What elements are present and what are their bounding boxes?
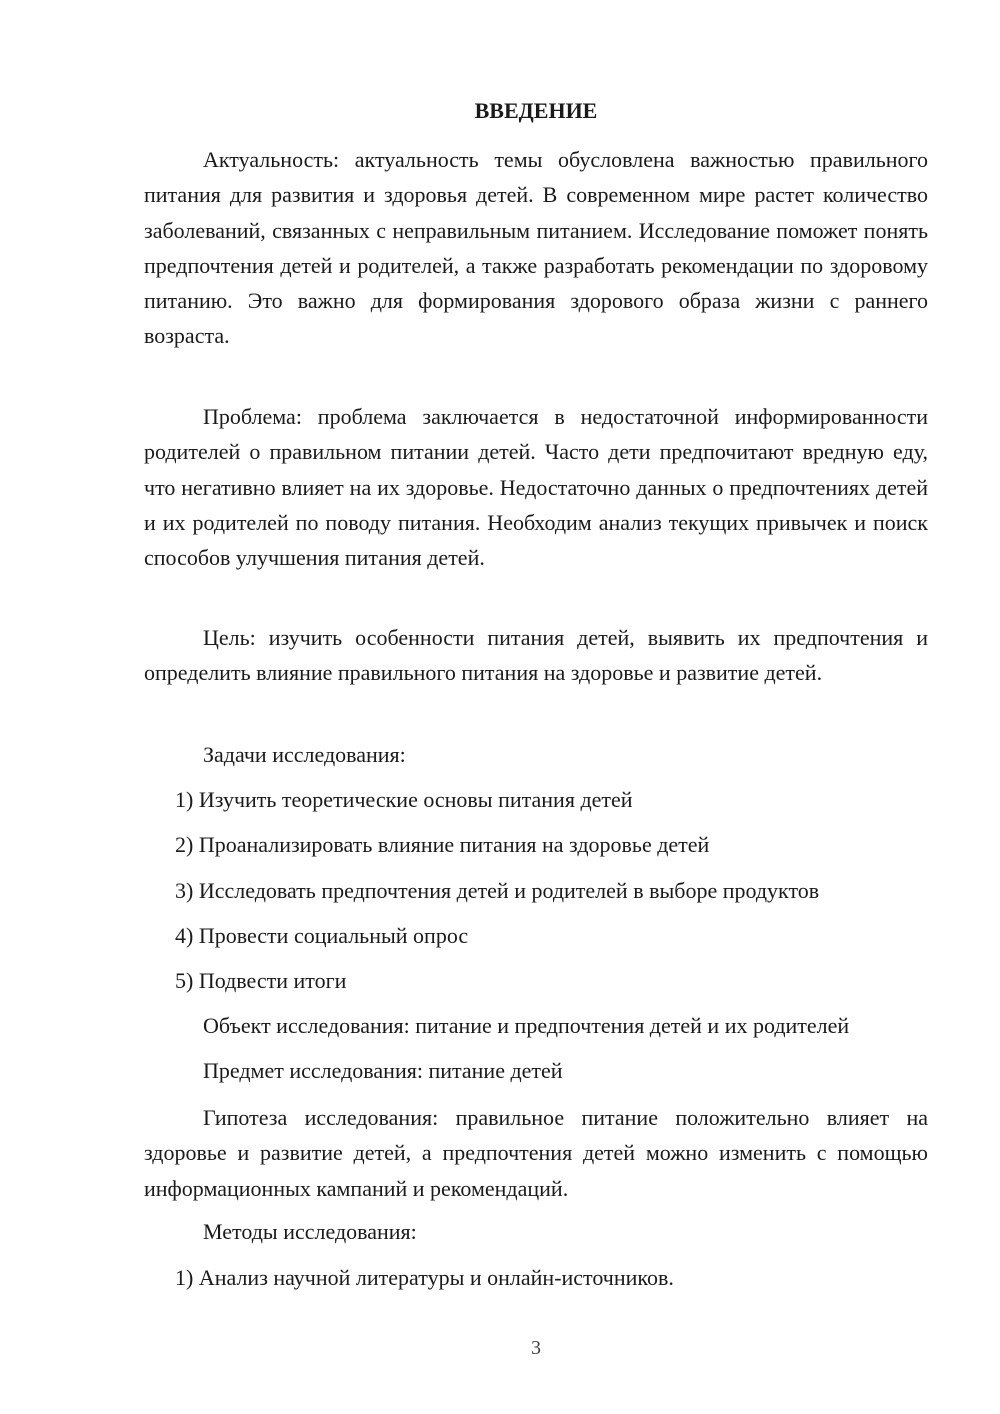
relevance-text: Актуальность: актуальность темы обусловлена важностью правильного питания для развития и здоровья детей. В современном мире растет количество заболеваний, связанных с неправильным питанием. Исследование поможет понять предпочтения детей и родителей, а также разработать рекомендации по здоровому питанию. Это важно для формирования здорового образа жизни с раннего возраста. bbox=[144, 147, 928, 349]
goal-text: Цель: изучить особенности питания детей, выявить их предпочтения и определить влияние правильного питания на здоровье и развитие детей. bbox=[144, 625, 928, 686]
subject-line: Предмет исследования: питание детей bbox=[203, 1058, 563, 1083]
task-item-4: 4) Провести социальный опрос bbox=[175, 923, 469, 948]
relevance-paragraph bbox=[144, 142, 928, 354]
methods-heading: Методы исследования: bbox=[203, 1219, 417, 1244]
tasks-heading: Задачи исследования: bbox=[203, 742, 406, 767]
object-line: Объект исследования: питание и предпочтения детей и их родителей bbox=[203, 1013, 850, 1038]
problem-text: Проблема: проблема заключается в недостаточной информированности родителей о правильном питании детей. Часто дети предпочитают вредную еду, что негативно влияет на их здоровье. Недостаточно данных о предпочтениях детей и их родителей по поводу питания. Необходим анализ текущих привычек и поиск способов улучшения питания детей. bbox=[144, 404, 928, 571]
page-number: 3 bbox=[531, 1337, 541, 1359]
task-item-3: 3) Исследовать предпочтения детей и родителей в выборе продуктов bbox=[175, 878, 820, 903]
problem-paragraph bbox=[144, 399, 928, 575]
method-item-1: 1) Анализ научной литературы и онлайн-источников. bbox=[175, 1265, 674, 1290]
hypothesis-paragraph bbox=[144, 1100, 928, 1206]
goal-paragraph bbox=[144, 620, 928, 691]
hypothesis-text: Гипотеза исследования: правильное питание положительно влияет на здоровье и развитие детей, а предпочтения детей можно изменить с помощью информационных кампаний и рекомендаций. bbox=[144, 1105, 928, 1201]
task-item-1: 1) Изучить теоретические основы питания детей bbox=[175, 787, 633, 812]
task-item-2: 2) Проанализировать влияние питания на здоровье детей bbox=[175, 832, 710, 857]
task-item-5: 5) Подвести итоги bbox=[175, 968, 347, 993]
page-title: ВВЕДЕНИЕ bbox=[474, 98, 598, 123]
